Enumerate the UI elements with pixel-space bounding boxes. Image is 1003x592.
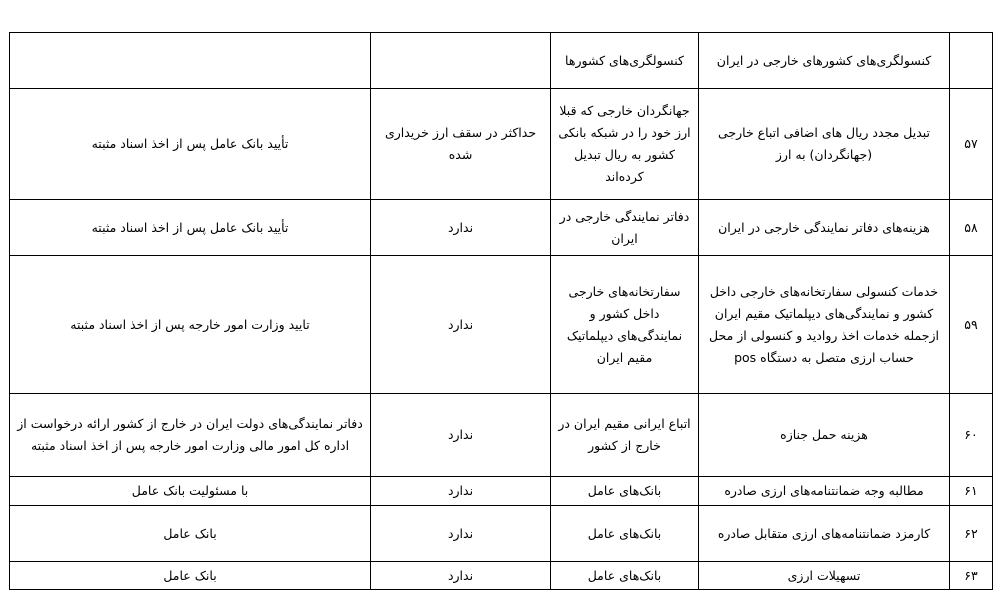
- service-title: مطالبه وجه ضمانتنامه‌های ارزی صادره: [699, 477, 950, 506]
- applicant: بانک‌های عامل: [551, 562, 699, 590]
- limit: ندارد: [371, 200, 551, 256]
- condition: تأیید بانک عامل پس از اخذ اسناد مثبته: [10, 89, 371, 200]
- row-number: ۵۸: [950, 200, 993, 256]
- applicant: بانک‌های عامل: [551, 477, 699, 506]
- limit: ندارد: [371, 562, 551, 590]
- condition: بانک عامل: [10, 562, 371, 590]
- limit: ندارد: [371, 256, 551, 394]
- applicant: سفارتخانه‌های خارجی داخل کشور و نمایندگی‌های دیپلماتیک مقیم ایران: [551, 256, 699, 394]
- row-number: ۵۷: [950, 89, 993, 200]
- row-number: ۶۲: [950, 506, 993, 562]
- service-title: تبدیل مجدد ریال های اضافی اتباع خارجی (جهانگردان) به ارز: [699, 89, 950, 200]
- limit: ندارد: [371, 506, 551, 562]
- limit: [371, 33, 551, 89]
- limit: ندارد: [371, 477, 551, 506]
- table-row: [10, 33, 993, 89]
- table-row: [10, 200, 993, 256]
- row-number: [950, 33, 993, 89]
- table-row: [10, 477, 993, 506]
- table-row: [10, 562, 993, 590]
- service-title: کارمزد ضمانتنامه‌های ارزی متقابل صادره: [699, 506, 950, 562]
- condition: تأیید بانک عامل پس از اخذ اسناد مثبته: [10, 200, 371, 256]
- limit: ندارد: [371, 394, 551, 477]
- service-title: هزینه‌های دفاتر نمایندگی خارجی در ایران: [699, 200, 950, 256]
- service-title: کنسولگری‌های کشورهای خارجی در ایران: [699, 33, 950, 89]
- condition: [10, 33, 371, 89]
- applicant: دفاتر نمایندگی خارجی در ایران: [551, 200, 699, 256]
- row-number: ۵۹: [950, 256, 993, 394]
- table-row: [10, 506, 993, 562]
- limit: حداکثر در سقف ارز خریداری شده: [371, 89, 551, 200]
- applicant: جهانگردان خارجی که قبلا ارز خود را در شبکه بانکی کشور به ریال تبدیل کرده‌اند: [551, 89, 699, 200]
- currency-allocation-table: [9, 32, 993, 590]
- condition: تایید وزارت امور خارجه پس از اخذ اسناد مثبته: [10, 256, 371, 394]
- service-title: هزینه حمل جنازه: [699, 394, 950, 477]
- table-row: [10, 89, 993, 200]
- applicant: اتباع ایرانی مقیم ایران در خارج از کشور: [551, 394, 699, 477]
- table-row: [10, 394, 993, 477]
- row-number: ۶۱: [950, 477, 993, 506]
- row-number: ۶۰: [950, 394, 993, 477]
- condition: دفاتر نمایندگی‌های دولت ایران در خارج از کشور ارائه درخواست از اداره کل امور مالی وزارت امور خارجه پس از اخذ اسناد مثبته: [10, 394, 371, 477]
- condition: بانک عامل: [10, 506, 371, 562]
- service-title: تسهیلات ارزی: [699, 562, 950, 590]
- service-title: خدمات کنسولی سفارتخانه‌های خارجی داخل کشور و نمایندگی‌های دیپلماتیک مقیم ایران ازجمله خدمات اخذ روادید و کنسولی از محل حساب ارزی متصل به دستگاه pos: [699, 256, 950, 394]
- applicant: بانک‌های عامل: [551, 506, 699, 562]
- table-row: [10, 256, 993, 394]
- applicant: کنسولگری‌های کشورها: [551, 33, 699, 89]
- condition: با مسئولیت بانک عامل: [10, 477, 371, 506]
- row-number: ۶۳: [950, 562, 993, 590]
